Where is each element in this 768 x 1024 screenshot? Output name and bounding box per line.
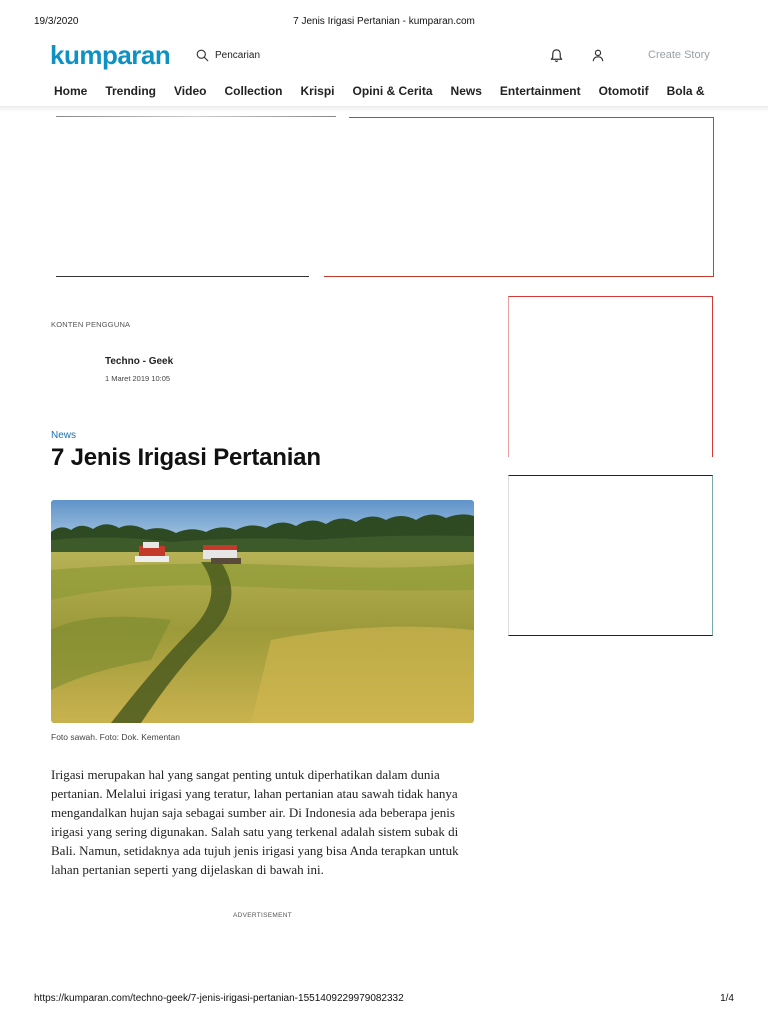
article-body: Irigasi merupakan hal yang sangat penting untuk diperhatikan dalam dunia pertanian. Melalui irigasi yang teratur, lahan pertanian atau sawah tidak hanya mengandalkan hujan saja sebagai sumber air. Di Indonesia ada beberapa jenis irigasi yang sering digunakan. Salah satu yang terkenal adalah sistem subak di Bali. Namun, setidaknya ada tujuh jenis irigasi yang bisa Anda terapkan untuk lahan pertanian seperti yang dijelaskan di bawah ini. bbox=[51, 767, 459, 877]
nav-item-video[interactable]: Video bbox=[174, 84, 207, 98]
print-title: 7 Jenis Irigasi Pertanian - kumparan.com bbox=[293, 16, 475, 27]
create-story-button[interactable]: Create Story bbox=[648, 49, 710, 61]
print-page-number: 1/4 bbox=[720, 993, 734, 1004]
search-input[interactable] bbox=[215, 50, 335, 61]
photo-caption: Foto sawah. Foto: Dok. Kementan bbox=[51, 732, 180, 742]
nav-item-news[interactable]: News bbox=[450, 84, 482, 98]
main-nav bbox=[54, 84, 723, 98]
nav-item-entertainment[interactable]: Entertainment bbox=[499, 84, 581, 98]
print-url: https://kumparan.com/techno-geek/7-jenis-irigasi-pertanian-1551409229979082332 bbox=[34, 993, 404, 1004]
nav-item-opini-cerita[interactable]: Opini & Cerita bbox=[352, 84, 433, 98]
article-photo bbox=[51, 500, 474, 723]
nav-item-trending[interactable]: Trending bbox=[105, 84, 157, 98]
ad-placeholder-top-right bbox=[349, 117, 714, 277]
nav-item-otomotif[interactable]: Otomotif bbox=[598, 84, 649, 98]
user-icon[interactable] bbox=[591, 48, 605, 63]
print-date: 19/3/2020 bbox=[34, 16, 79, 27]
content-label: KONTEN PENGGUNA bbox=[51, 320, 131, 329]
ad-placeholder-sidebar-2 bbox=[508, 475, 713, 636]
publish-date: 1 Maret 2019 10:05 bbox=[105, 374, 171, 383]
search-bar[interactable] bbox=[196, 49, 335, 62]
kumparan-logo[interactable]: kumparan bbox=[50, 40, 171, 70]
ad-placeholder-top-right-bottom bbox=[324, 276, 714, 277]
bell-icon[interactable] bbox=[549, 48, 564, 63]
article-title: 7 Jenis Irigasi Pertanian bbox=[51, 444, 321, 471]
nav-item-collection[interactable]: Collection bbox=[224, 84, 283, 98]
category-link[interactable]: News bbox=[51, 430, 77, 441]
nav-item-bola[interactable]: Bola & bbox=[666, 84, 705, 98]
author-name[interactable]: Techno - Geek bbox=[105, 356, 174, 367]
nav-item-krispi[interactable]: Krispi bbox=[300, 84, 335, 98]
advertisement-label: ADVERTISEMENT bbox=[232, 912, 293, 919]
ad-placeholder-top-left-line bbox=[56, 116, 336, 117]
nav-shadow bbox=[0, 106, 768, 112]
ad-placeholder-sidebar-1 bbox=[508, 296, 713, 457]
search-icon bbox=[196, 49, 209, 62]
nav-item-home[interactable]: Home bbox=[54, 84, 88, 98]
ad-placeholder-top-left-bottom bbox=[56, 276, 309, 277]
